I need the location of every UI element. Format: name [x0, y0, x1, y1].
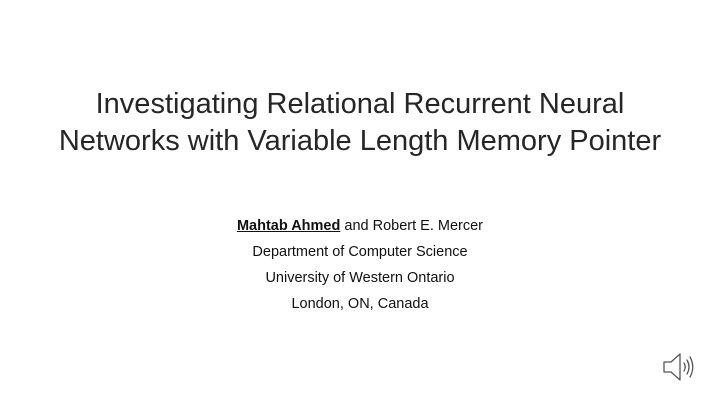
author-line: [0, 213, 720, 239]
author-block: [0, 213, 720, 317]
location-text: London, ON, Canada: [291, 296, 429, 312]
coauthor-text: and Robert E. Mercer: [340, 218, 484, 234]
presenter-name: Mahtab Ahmed: [236, 218, 341, 234]
university-text: University of Western Ontario: [265, 270, 455, 286]
department-text: Department of Computer Science: [252, 244, 468, 260]
title-line-1: Investigating Relational Recurrent Neural: [95, 88, 625, 120]
title-line-2: Networks with Variable Length Memory Pointer: [58, 125, 662, 157]
slide-title: [20, 86, 700, 160]
speaker-audio-icon[interactable]: [660, 350, 700, 384]
